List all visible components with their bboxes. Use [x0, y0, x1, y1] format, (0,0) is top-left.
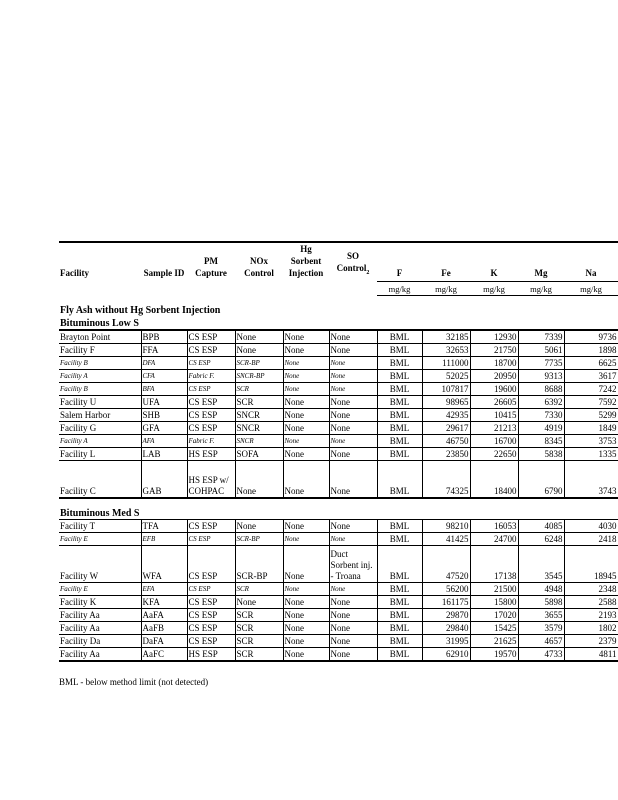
cell-pm: CS ESP [187, 395, 235, 408]
cell-f: BML [377, 545, 422, 582]
cell-so: None [329, 532, 377, 545]
cell-hg: None [283, 395, 329, 408]
cell-na: 2379 [564, 634, 618, 647]
cell-fe: 98965 [422, 395, 470, 408]
cell-k: 15425 [470, 621, 518, 634]
cell-mg: 6790 [518, 460, 564, 498]
cell-fe: 161175 [422, 595, 470, 608]
unit-na: mg/kg [564, 281, 618, 295]
cell-id: AFA [141, 434, 187, 447]
cell-pm: CS ESP [187, 519, 235, 532]
header-facility: Facility [60, 268, 89, 278]
cell-so: None [329, 460, 377, 498]
section-title-row [59, 295, 618, 316]
cell-na: 2588 [564, 595, 618, 608]
unit-f: mg/kg [377, 281, 422, 295]
cell-nox: SNCR-BP [235, 369, 283, 382]
cell-na: 3753 [564, 434, 618, 447]
cell-fe: 74325 [422, 460, 470, 498]
cell-na: 1802 [564, 621, 618, 634]
cell-facility: Facility U [59, 395, 141, 408]
cell-f: BML [377, 447, 422, 460]
cell-k: 16053 [470, 519, 518, 532]
header-mg: Mg [534, 267, 548, 278]
cell-pm: Fabric F. [187, 369, 235, 382]
table-row [59, 647, 618, 661]
cell-f: BML [377, 621, 422, 634]
cell-hg: None [283, 369, 329, 382]
cell-nox: None [235, 330, 283, 344]
cell-facility: Facility F [59, 343, 141, 356]
cell-so: None [329, 434, 377, 447]
header-na: Na [585, 267, 597, 278]
cell-fe: 31995 [422, 634, 470, 647]
cell-pm: CS ESP [187, 634, 235, 647]
units-row [59, 281, 618, 295]
cell-na: 4030 [564, 519, 618, 532]
cell-f: BML [377, 382, 422, 395]
header-fe: Fe [441, 267, 451, 278]
table-row [59, 434, 618, 447]
header-nox-control: NOx Control [244, 256, 274, 278]
cell-id: AaFB [141, 621, 187, 634]
table-row [59, 421, 618, 434]
cell-na: 6625 [564, 356, 618, 369]
cell-f: BML [377, 343, 422, 356]
table-row [59, 395, 618, 408]
cell-f: BML [377, 608, 422, 621]
cell-k: 21750 [470, 343, 518, 356]
cell-so: Duct Sorbent inj. - Troana [329, 545, 377, 582]
cell-k: 17138 [470, 545, 518, 582]
cell-mg: 7330 [518, 408, 564, 421]
cell-pm: CS ESP [187, 382, 235, 395]
cell-f: BML [377, 519, 422, 532]
cell-so: None [329, 369, 377, 382]
cell-so: None [329, 447, 377, 460]
cell-k: 21213 [470, 421, 518, 434]
cell-id: DaFA [141, 634, 187, 647]
cell-na: 3743 [564, 460, 618, 498]
cell-facility: Salem Harbor [59, 408, 141, 421]
cell-fe: 32185 [422, 330, 470, 344]
cell-f: BML [377, 369, 422, 382]
cell-na: 9736 [564, 330, 618, 344]
cell-so: None [329, 421, 377, 434]
cell-k: 22650 [470, 447, 518, 460]
cell-pm: HS ESP [187, 647, 235, 661]
fly-ash-table [59, 241, 618, 662]
cell-so: None [329, 343, 377, 356]
cell-fe: 62910 [422, 647, 470, 661]
cell-pm: CS ESP [187, 582, 235, 595]
cell-id: CFA [141, 369, 187, 382]
cell-id: EFB [141, 532, 187, 545]
group2-title-row [59, 498, 618, 520]
cell-nox: SNCR [235, 434, 283, 447]
cell-k: 18400 [470, 460, 518, 498]
cell-pm: CS ESP [187, 595, 235, 608]
cell-mg: 5061 [518, 343, 564, 356]
cell-facility: Facility Aa [59, 647, 141, 661]
cell-na: 7242 [564, 382, 618, 395]
cell-pm: CS ESP [187, 621, 235, 634]
cell-mg: 3545 [518, 545, 564, 582]
cell-nox: SCR [235, 395, 283, 408]
cell-pm: CS ESP [187, 608, 235, 621]
cell-mg: 6392 [518, 395, 564, 408]
cell-fe: 29840 [422, 621, 470, 634]
cell-id: GFA [141, 421, 187, 434]
cell-hg: None [283, 545, 329, 582]
cell-k: 24700 [470, 532, 518, 545]
table-body [59, 242, 618, 661]
cell-hg: None [283, 595, 329, 608]
cell-k: 10415 [470, 408, 518, 421]
cell-na: 3617 [564, 369, 618, 382]
cell-facility: Facility B [59, 382, 141, 395]
table-row [59, 595, 618, 608]
table-row [59, 382, 618, 395]
cell-so: None [329, 330, 377, 344]
cell-mg: 6248 [518, 532, 564, 545]
table-row [59, 608, 618, 621]
cell-nox: SCR [235, 647, 283, 661]
cell-so: None [329, 356, 377, 369]
cell-pm: CS ESP [187, 343, 235, 356]
table-row [59, 621, 618, 634]
table-row [59, 634, 618, 647]
cell-f: BML [377, 421, 422, 434]
cell-id: WFA [141, 545, 187, 582]
group1-title-row [59, 316, 618, 330]
group-title-bituminous-med-s: Bituminous Med S [60, 507, 140, 519]
cell-f: BML [377, 532, 422, 545]
cell-fe: 23850 [422, 447, 470, 460]
cell-f: BML [377, 356, 422, 369]
cell-nox: SCR-BP [235, 532, 283, 545]
cell-na: 2418 [564, 532, 618, 545]
cell-k: 21500 [470, 582, 518, 595]
cell-mg: 7735 [518, 356, 564, 369]
cell-id: TFA [141, 519, 187, 532]
cell-na: 1898 [564, 343, 618, 356]
cell-facility: Facility G [59, 421, 141, 434]
cell-hg: None [283, 460, 329, 498]
cell-hg: None [283, 408, 329, 421]
cell-so: None [329, 608, 377, 621]
table-row [59, 532, 618, 545]
cell-nox: SCR [235, 621, 283, 634]
cell-so: None [329, 621, 377, 634]
cell-fe: 111000 [422, 356, 470, 369]
cell-k: 12930 [470, 330, 518, 344]
cell-facility: Facility Da [59, 634, 141, 647]
cell-k: 19600 [470, 382, 518, 395]
cell-mg: 3579 [518, 621, 564, 634]
cell-facility: Facility A [59, 434, 141, 447]
cell-f: BML [377, 647, 422, 661]
cell-hg: None [283, 608, 329, 621]
table-row [59, 369, 618, 382]
cell-facility: Facility E [59, 532, 141, 545]
cell-nox: None [235, 343, 283, 356]
table-row [59, 582, 618, 595]
cell-facility: Facility K [59, 595, 141, 608]
cell-id: UFA [141, 395, 187, 408]
cell-nox: SCR [235, 382, 283, 395]
cell-fe: 46750 [422, 434, 470, 447]
cell-nox: SNCR [235, 408, 283, 421]
cell-facility: Facility C [59, 460, 141, 498]
cell-mg: 5898 [518, 595, 564, 608]
cell-nox: SCR [235, 608, 283, 621]
header-pm-capture: PM Capture [195, 256, 227, 278]
cell-hg: None [283, 382, 329, 395]
cell-pm: HS ESP [187, 447, 235, 460]
table-row [59, 447, 618, 460]
cell-hg: None [283, 647, 329, 661]
cell-so: None [329, 395, 377, 408]
table-row [59, 545, 618, 582]
cell-mg: 8688 [518, 382, 564, 395]
cell-k: 26605 [470, 395, 518, 408]
cell-nox: SCR-BP [235, 545, 283, 582]
cell-fe: 41425 [422, 532, 470, 545]
cell-mg: 8345 [518, 434, 564, 447]
unit-fe: mg/kg [422, 281, 470, 295]
header-row [59, 242, 618, 281]
footnote: BML - below method limit (not detected) [59, 677, 209, 687]
cell-na: 2348 [564, 582, 618, 595]
cell-f: BML [377, 330, 422, 344]
header-f: F [396, 267, 403, 278]
cell-so: None [329, 519, 377, 532]
cell-k: 17020 [470, 608, 518, 621]
cell-hg: None [283, 434, 329, 447]
cell-k: 19570 [470, 647, 518, 661]
cell-id: KFA [141, 595, 187, 608]
cell-facility: Facility Aa [59, 608, 141, 621]
cell-hg: None [283, 421, 329, 434]
table-row [59, 460, 618, 498]
cell-pm: HS ESP w/ COHPAC [187, 460, 235, 498]
cell-facility: Brayton Point [59, 330, 141, 344]
cell-fe: 98210 [422, 519, 470, 532]
cell-k: 15800 [470, 595, 518, 608]
cell-na: 1335 [564, 447, 618, 460]
cell-fe: 47520 [422, 545, 470, 582]
cell-so: None [329, 382, 377, 395]
cell-id: AaFC [141, 647, 187, 661]
cell-id: LAB [141, 447, 187, 460]
cell-nox: None [235, 460, 283, 498]
cell-na: 4811 [564, 647, 618, 661]
cell-hg: None [283, 582, 329, 595]
header-k: K [490, 267, 498, 278]
cell-na: 2193 [564, 608, 618, 621]
header-sample-id: Sample ID [143, 268, 185, 278]
cell-id: DFA [141, 356, 187, 369]
cell-hg: None [283, 621, 329, 634]
cell-id: EFA [141, 582, 187, 595]
header-hg-sorbent: Hg Sorbent Injection [288, 244, 324, 278]
cell-so: None [329, 634, 377, 647]
cell-fe: 32653 [422, 343, 470, 356]
cell-k: 18700 [470, 356, 518, 369]
cell-fe: 42935 [422, 408, 470, 421]
cell-f: BML [377, 582, 422, 595]
cell-id: SHB [141, 408, 187, 421]
unit-mg: mg/kg [518, 281, 564, 295]
cell-hg: None [283, 634, 329, 647]
cell-hg: None [283, 356, 329, 369]
cell-hg: None [283, 330, 329, 344]
cell-nox: SCR-BP [235, 356, 283, 369]
cell-pm: CS ESP [187, 330, 235, 344]
cell-f: BML [377, 634, 422, 647]
cell-na: 1849 [564, 421, 618, 434]
cell-mg: 5838 [518, 447, 564, 460]
section-title: Fly Ash without Hg Sorbent Injection [60, 304, 221, 316]
cell-mg: 4085 [518, 519, 564, 532]
cell-k: 20950 [470, 369, 518, 382]
cell-mg: 9313 [518, 369, 564, 382]
cell-facility: Facility Aa [59, 621, 141, 634]
cell-mg: 4733 [518, 647, 564, 661]
cell-nox: None [235, 595, 283, 608]
cell-f: BML [377, 395, 422, 408]
table-row [59, 330, 618, 344]
cell-pm: Fabric F. [187, 434, 235, 447]
so-label: SO Control [336, 251, 367, 274]
cell-so: None [329, 647, 377, 661]
cell-fe: 29870 [422, 608, 470, 621]
cell-fe: 29617 [422, 421, 470, 434]
cell-pm: CS ESP [187, 545, 235, 582]
cell-nox: SCR [235, 634, 283, 647]
cell-id: GAB [141, 460, 187, 498]
cell-pm: CS ESP [187, 532, 235, 545]
cell-facility: Facility A [59, 369, 141, 382]
cell-facility: Facility T [59, 519, 141, 532]
cell-id: BPB [141, 330, 187, 344]
so-subscript: 2 [366, 270, 370, 276]
cell-mg: 3655 [518, 608, 564, 621]
table-row [59, 519, 618, 532]
cell-so: None [329, 408, 377, 421]
cell-facility: Facility W [59, 545, 141, 582]
cell-mg: 4657 [518, 634, 564, 647]
cell-fe: 52025 [422, 369, 470, 382]
table-row [59, 408, 618, 421]
cell-na: 7592 [564, 395, 618, 408]
cell-fe: 107817 [422, 382, 470, 395]
cell-mg: 7339 [518, 330, 564, 344]
cell-f: BML [377, 434, 422, 447]
cell-nox: None [235, 519, 283, 532]
cell-f: BML [377, 595, 422, 608]
cell-pm: CS ESP [187, 408, 235, 421]
cell-hg: None [283, 519, 329, 532]
cell-nox: SOFA [235, 447, 283, 460]
cell-mg: 4948 [518, 582, 564, 595]
cell-id: AaFA [141, 608, 187, 621]
cell-facility: Facility L [59, 447, 141, 460]
cell-hg: None [283, 447, 329, 460]
table-row [59, 356, 618, 369]
cell-f: BML [377, 408, 422, 421]
cell-facility: Facility B [59, 356, 141, 369]
cell-nox: SNCR [235, 421, 283, 434]
cell-na: 5299 [564, 408, 618, 421]
cell-so: None [329, 595, 377, 608]
header-so-control [329, 242, 377, 281]
cell-facility: Facility E [59, 582, 141, 595]
cell-id: BFA [141, 382, 187, 395]
unit-k: mg/kg [470, 281, 518, 295]
cell-pm: CS ESP [187, 421, 235, 434]
cell-hg: None [283, 532, 329, 545]
cell-nox: SCR [235, 582, 283, 595]
table-row [59, 343, 618, 356]
cell-k: 16700 [470, 434, 518, 447]
cell-na: 18945 [564, 545, 618, 582]
cell-f: BML [377, 460, 422, 498]
cell-pm: CS ESP [187, 356, 235, 369]
cell-k: 21625 [470, 634, 518, 647]
cell-id: FFA [141, 343, 187, 356]
cell-hg: None [283, 343, 329, 356]
cell-mg: 4919 [518, 421, 564, 434]
cell-so: None [329, 582, 377, 595]
cell-fe: 56200 [422, 582, 470, 595]
group-title-bituminous-low-s: Bituminous Low S [60, 317, 139, 329]
